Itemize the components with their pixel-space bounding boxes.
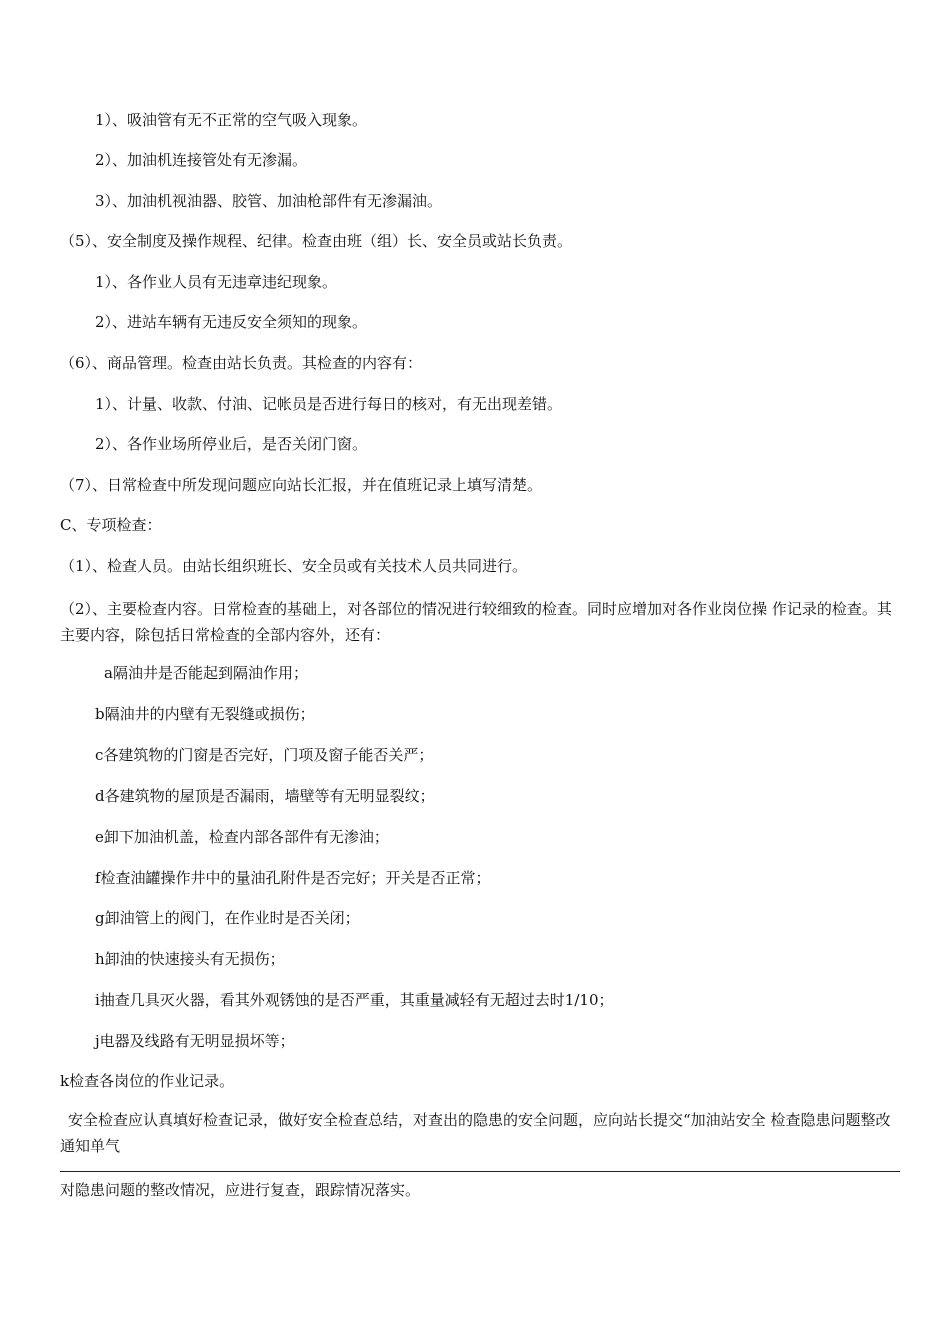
item-e: e卸下加油机盖，检查内部各部件有无渗油； bbox=[95, 828, 389, 846]
text-line-6: 2）、进站车辆有无违反安全须知的现象。 bbox=[95, 313, 368, 331]
closing-line: 对隐患问题的整改情况，应进行复查，跟踪情况落实。 bbox=[60, 1181, 421, 1199]
text-line-3: 3）、加油机视油器、胶管、加油枪部件有无渗漏油。 bbox=[95, 192, 443, 210]
item-d: d各建筑物的屋顶是否漏雨，墙壁等有无明显裂纹； bbox=[95, 787, 435, 805]
text-line-1: 1）、吸油管有无不正常的空气吸入现象。 bbox=[95, 111, 368, 129]
item-f: f检查油罐操作井中的量油孔附件是否完好；开关是否正常； bbox=[95, 869, 491, 887]
item-g: g卸油管上的阀门，在作业时是否关闭； bbox=[95, 909, 360, 927]
item-j: j电器及线路有无明显损坏等； bbox=[95, 1032, 295, 1050]
text-line-5: 1）、各作业人员有无违章违纪现象。 bbox=[95, 273, 338, 291]
item-a: a隔油井是否能起到隔油作用； bbox=[104, 664, 308, 682]
section-c-heading: C、专项检查： bbox=[60, 516, 162, 534]
section-6-heading: （6）、商品管理。检查由站长负责。其检查的内容有： bbox=[60, 354, 423, 372]
horizontal-divider bbox=[60, 1171, 900, 1172]
section-c2-paragraph: （2）、主要检查内容。日常检查的基础上，对各部位的情况进行较细致的检查。同时应增加对各作业岗位操 作记录的检查。其主要内容，除包括日常检查的全部内容外，还有： bbox=[60, 600, 892, 644]
item-c: c各建筑物的门窗是否完好，门项及窗子能否关严； bbox=[95, 746, 434, 764]
item-h: h卸油的快速接头有无损伤； bbox=[95, 950, 285, 968]
section-c1-heading: （1）、检查人员。由站长组织班长、安全员或有关技术人员共同进行。 bbox=[60, 557, 528, 575]
text-line-2: 2）、加油机连接管处有无渗漏。 bbox=[95, 151, 308, 169]
text-line-8: 1）、计量、收款、付油、记帐员是否进行每日的核对，有无出现差错。 bbox=[95, 395, 563, 413]
section-5-heading: （5）、安全制度及操作规程、纪律。检查由班（组）长、安全员或站长负责。 bbox=[60, 232, 573, 250]
item-k: k检查各岗位的作业记录。 bbox=[60, 1072, 235, 1090]
item-i: i抽查几具灭火器，看其外观锈蚀的是否严重，其重量减轻有无超过去时1/10； bbox=[95, 991, 614, 1009]
text-line-9: 2）、各作业场所停业后，是否关闭门窗。 bbox=[95, 435, 368, 453]
section-7-heading: （7）、日常检查中所发现问题应向站长汇报，并在值班记录上填写清楚。 bbox=[60, 476, 543, 494]
item-b: b隔油井的内壁有无裂缝或损伤； bbox=[95, 705, 315, 723]
summary-paragraph: 安全检查应认真填好检查记录，做好安全检查总结，对查出的隐患的安全问题，应向站长提交“加油站安全 检查隐患问题整改通知单气 bbox=[60, 1111, 891, 1155]
